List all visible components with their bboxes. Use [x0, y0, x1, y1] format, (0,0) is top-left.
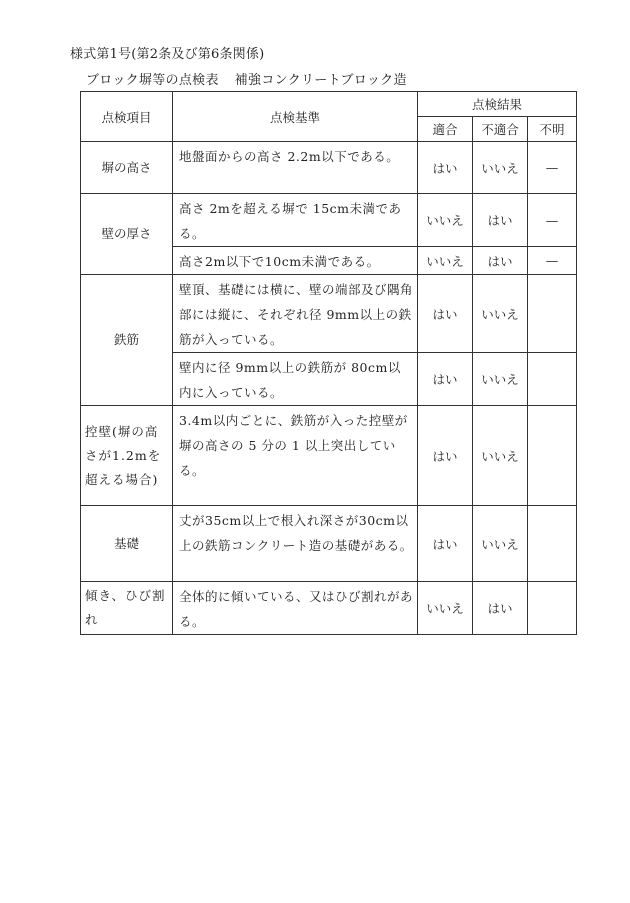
result-ok: はい: [418, 406, 473, 506]
table-row: [81, 582, 577, 635]
table-row: [81, 142, 577, 194]
header-unknown: 不明: [528, 117, 577, 142]
result-ng: いいえ: [473, 142, 528, 194]
result-ng: はい: [473, 194, 528, 247]
result-ok: いいえ: [418, 194, 473, 247]
item-cell: 傾き、ひび割れ: [81, 582, 173, 635]
criteria-cell: 高さ2m以下で10cm未満である。: [173, 247, 418, 275]
result-ng: はい: [473, 582, 528, 635]
result-unknown: —: [528, 142, 577, 194]
criteria-cell: 地盤面からの高さ 2.2m以下である。: [173, 142, 418, 194]
table-row: [81, 194, 577, 247]
result-unknown: [528, 353, 577, 406]
result-ok: いいえ: [418, 247, 473, 275]
result-ok: はい: [418, 353, 473, 406]
inspection-table: [80, 91, 577, 635]
title-main: ブロック塀等の点検表: [86, 73, 219, 88]
criteria-cell: 高さ 2mを超える塀で 15cm未満である。: [173, 194, 418, 247]
header-ok: 適合: [418, 117, 473, 142]
result-ng: はい: [473, 247, 528, 275]
form-title: [86, 69, 407, 88]
header-item: 点検項目: [81, 92, 173, 142]
result-ng: いいえ: [473, 275, 528, 353]
item-cell: 基礎: [81, 506, 173, 582]
criteria-cell: 壁頂、基礎には横に、壁の端部及び隅角部には縦に、それぞれ径 9mm以上の鉄筋が入っている。: [173, 275, 418, 353]
result-ng: いいえ: [473, 406, 528, 506]
result-unknown: [528, 506, 577, 582]
result-unknown: —: [528, 194, 577, 247]
item-cell: 塀の高さ: [81, 142, 173, 194]
table-row: [81, 275, 577, 353]
result-ok: はい: [418, 142, 473, 194]
title-sub: 補強コンクリートブロック造: [234, 73, 407, 88]
criteria-cell: 丈が35cm以上で根入れ深さが30cm以上の鉄筋コンクリート造の基礎がある。: [173, 506, 418, 582]
item-cell: 控壁(塀の高さが1.2mを超える場合): [81, 406, 173, 506]
result-ok: はい: [418, 275, 473, 353]
result-unknown: [528, 582, 577, 635]
item-cell: 鉄筋: [81, 275, 173, 406]
item-cell: 壁の厚さ: [81, 194, 173, 275]
result-unknown: [528, 275, 577, 353]
result-ok: はい: [418, 506, 473, 582]
criteria-cell: 壁内に径 9mm以上の鉄筋が 80cm以内に入っている。: [173, 353, 418, 406]
criteria-cell: 全体的に傾いている、又はひび割れがある。: [173, 582, 418, 635]
table-row: [81, 506, 577, 582]
header-criteria: 点検基準: [173, 92, 418, 142]
table-row: [81, 406, 577, 506]
result-ok: いいえ: [418, 582, 473, 635]
result-unknown: [528, 406, 577, 506]
criteria-cell: 3.4m以内ごとに、鉄筋が入った控壁が塀の高さの 5 分の 1 以上突出している。: [173, 406, 418, 506]
header-ng: 不適合: [473, 117, 528, 142]
table-header-row: [81, 92, 577, 117]
result-unknown: —: [528, 247, 577, 275]
result-ng: いいえ: [473, 353, 528, 406]
form-number: 様式第1号(第2条及び第6条関係): [70, 47, 265, 62]
header-result: 点検結果: [418, 92, 577, 117]
result-ng: いいえ: [473, 506, 528, 582]
